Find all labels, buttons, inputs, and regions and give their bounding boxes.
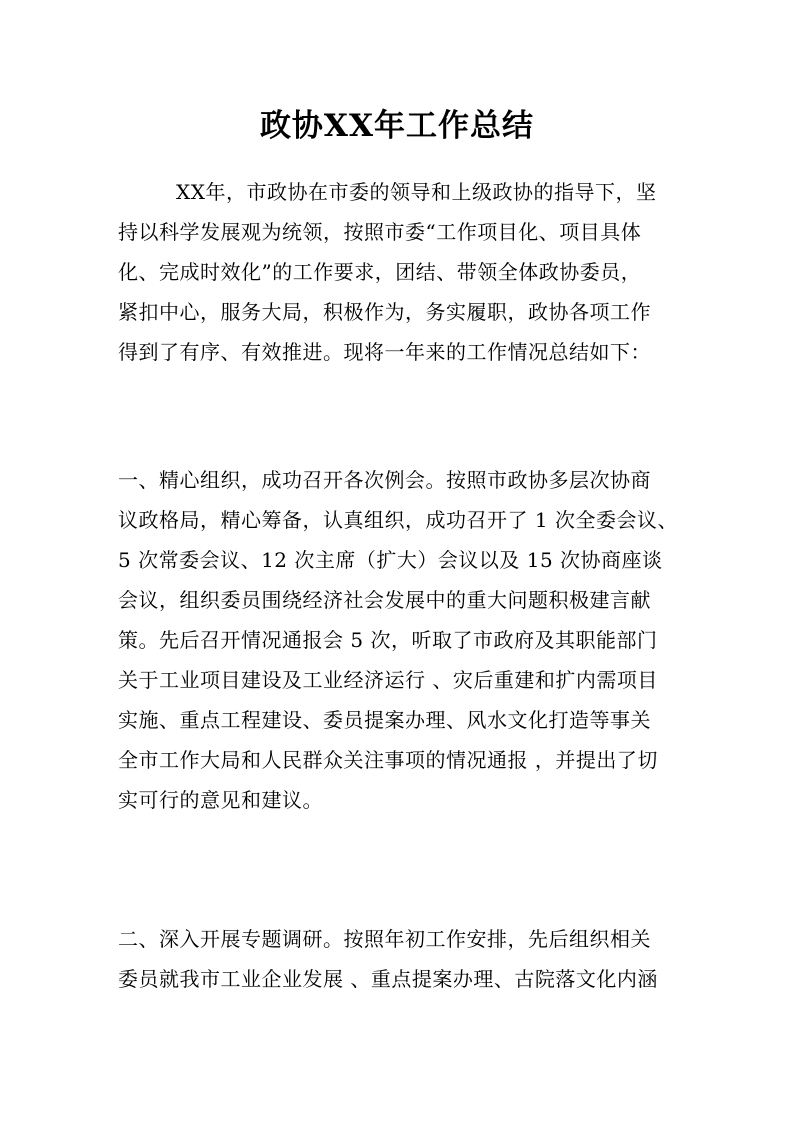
- text-line: 持以科学发展观为统领，按照市委“工作项目化、项目具体: [118, 220, 642, 244]
- text-line: 议政格局，精心筹备，认真组织，成功召开了 1 次全委会议、: [118, 508, 678, 532]
- text-line: 得到了有序、有效推进。现将一年来的工作情况总结如下：: [118, 340, 651, 364]
- text-line: 实施、重点工程建设、委员提案办理、风水文化打造等事关: [118, 708, 651, 732]
- text-line: 一、精心组织，成功召开各次例会。按照市政协多层次协商: [118, 468, 651, 492]
- paragraph-section-2: [118, 919, 678, 999]
- document-title: 政协XX年工作总结: [259, 108, 535, 144]
- text-line: XX年，市政协在市委的领导和上级政协的指导下，坚: [176, 180, 657, 204]
- text-line: 二、深入开展专题调研。按照年初工作安排，先后组织相关: [118, 927, 651, 951]
- text-line: 策。先后召开情况通报会 5 次，听取了市政府及其职能部门: [118, 628, 658, 652]
- paragraph-section-1: [118, 460, 678, 820]
- text-line: 关于工业项目建设及工业经济运行 、灾后重建和扩内需项目: [118, 668, 658, 692]
- text-line: 实可行的意见和建议。: [118, 788, 323, 812]
- text-line: 会议，组织委员围绕经济社会发展中的重大问题积极建言献: [118, 588, 651, 612]
- paragraph-intro: [118, 172, 678, 372]
- text-line: 化、完成时效化”的工作要求，团结、带领全体政协委员，: [118, 260, 642, 284]
- text-line: 委员就我市工业企业发展 、重点提案办理、古院落文化内涵: [118, 967, 658, 991]
- text-line: 紧扣中心，服务大局，积极作为，务实履职，政协各项工作: [118, 300, 651, 324]
- text-line: 5 次常委会议、12 次主席（扩大）会议以及 15 次协商座谈: [118, 548, 663, 572]
- text-line: 全市工作大局和人民群众关注事项的情况通报 ，并提出了切: [118, 748, 658, 772]
